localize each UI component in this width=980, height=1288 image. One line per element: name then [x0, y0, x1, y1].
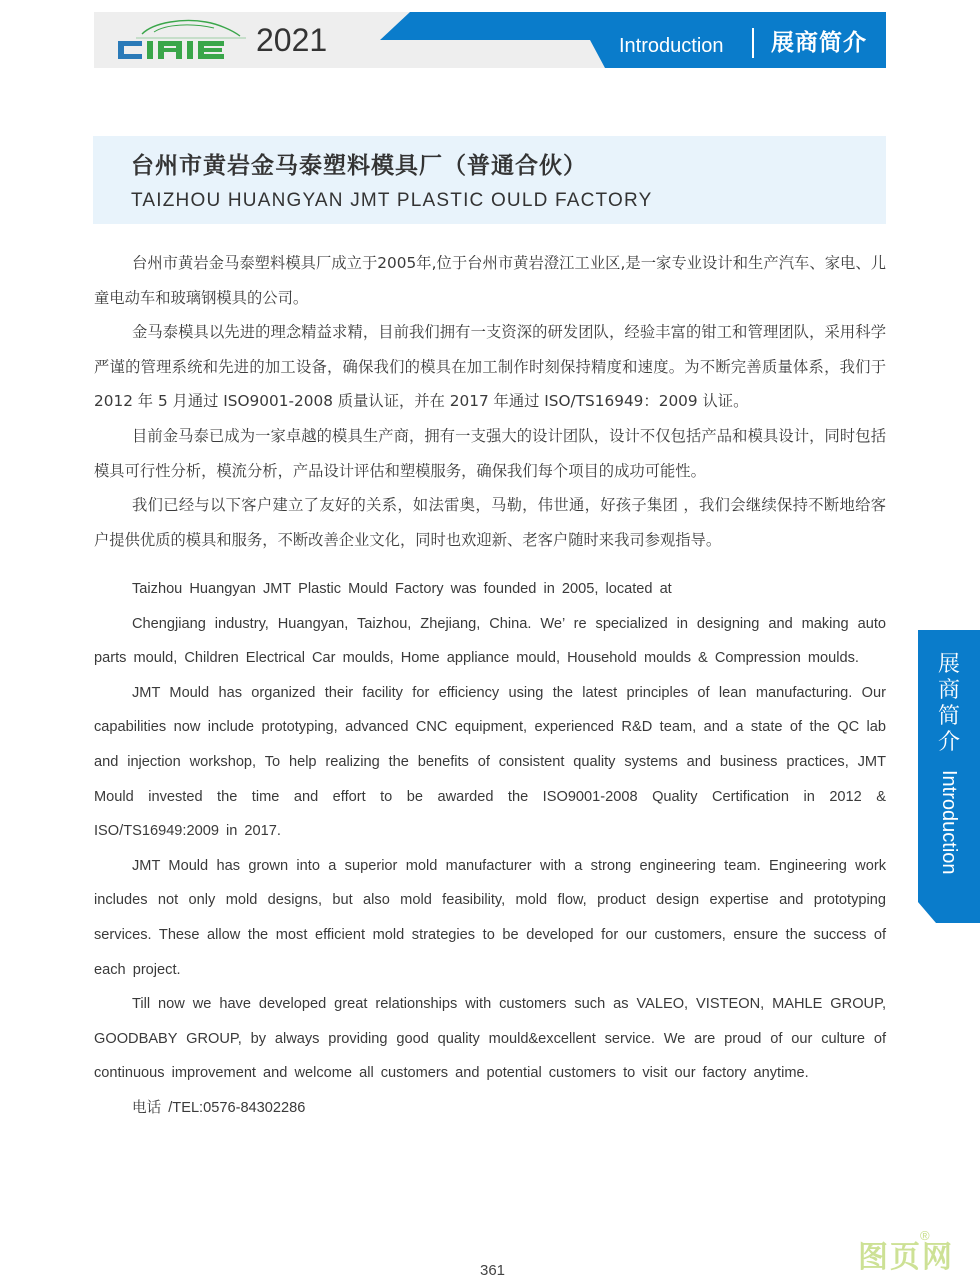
- page-number: 361: [480, 1262, 506, 1279]
- ciaie-logo: [114, 14, 254, 62]
- company-title-box: [93, 136, 886, 224]
- intro-cn-paragraph: 金马泰模具以先进的理念精益求精，目前我们拥有一支资深的研发团队，经验丰富的钳工和管理团队，采用科学严谨的管理系统和先进的加工设备，确保我们的模具在加工制作时刻保持精度和速度。为不断完善质量体系，我们于 2012 年 5 月通过 ISO9001-2008 质量认证，并在 2017 年通过 ISO/TS16949：2009 认证。: [94, 323, 886, 411]
- side-tab-char: 展: [937, 652, 960, 677]
- intro-cn-paragraph: 台州市黄岩金马泰塑料模具厂成立于2005年,位于台州市黄岩澄江工业区,是一家专业设计和生产汽车、家电、儿童电动车和玻璃钢模具的公司。: [94, 254, 886, 307]
- side-section-tab: [918, 630, 980, 923]
- side-tab-char: 商: [937, 678, 960, 703]
- company-name-en: TAIZHOU HUANGYAN JMT PLASTIC OULD FACTORY: [131, 190, 653, 211]
- registered-mark: ®: [920, 1228, 930, 1243]
- intro-en-paragraph: JMT Mould has organized their facility for efficiency using the latest principles of lean manufacturing. Our capabilities now include prototyping, advanced CNC equipment, experienced R&D team, and a state of the QC lab and injection workshop, To help realizing the benefits of consistent quality systems and business practices, JMT Mould invested the time and effort to be awarded the ISO9001-2008 Quality Certification in 2012 & ISO/TS16949:2009 in 2017.: [94, 684, 886, 840]
- side-tab-char: 简: [937, 704, 960, 729]
- side-tab-char: 介: [937, 730, 960, 755]
- header-section-cn: 展商简介: [771, 30, 867, 56]
- intro-cn-paragraph: 目前金马泰已成为一家卓越的模具生产商，拥有一支强大的设计团队，设计不仅包括产品和模具设计，同时包括模具可行性分析，模流分析，产品设计评估和塑模服务，确保我们每个项目的成功可能性。: [94, 426, 886, 480]
- side-tab-en: Introduction: [938, 770, 960, 875]
- intro-chinese: [94, 246, 886, 557]
- side-tab-cn: [934, 652, 964, 756]
- header-year: 2021: [256, 22, 328, 58]
- intro-english: [94, 572, 886, 1126]
- company-name-cn: 台州市黄岩金马泰塑料模具厂（普通合伙）: [131, 153, 587, 179]
- intro-en-paragraph: JMT Mould has grown into a superior mold manufacturer with a strong engineering team. Engineering work includes not only mold designs, but also mold feasibility, mold flow, product design expertise and prototyping services. These allow the most efficient mold strategies to be developed for our customers, ensure the success of each project.: [94, 857, 886, 978]
- watermark-text: 图页网: [858, 1240, 954, 1275]
- watermark-logo: [858, 1230, 968, 1278]
- header-section-en: Introduction: [619, 35, 724, 57]
- header-divider: [752, 28, 754, 58]
- intro-en-paragraph: Till now we have developed great relationships with customers such as VALEO, VISTEON, MAHLE GROUP, GOODBABY GROUP, by always providing good quality mould&excellent service. We are proud of our culture of continuous improvement and welcome all customers and potential customers to visit our factory anytime.: [94, 996, 886, 1082]
- intro-en-paragraph: Taizhou Huangyan JMT Plastic Mould Factory was founded in 2005, located at: [132, 581, 672, 597]
- intro-cn-paragraph: 我们已经与以下客户建立了友好的关系，如法雷奥，马勒，伟世通，好孩子集团 ，我们会继续保持不断地给客户提供优质的模具和服务，不断改善企业文化，同时也欢迎新、老客户随时来我司参观指导。: [94, 496, 886, 549]
- intro-en-paragraph: Chengjiang industry, Huangyan, Taizhou, Zhejiang, China. We’ re specialized in designing and making auto parts mould, Children Electrical Car moulds, Home appliance mould, Household moulds & Compression moulds.: [94, 615, 886, 667]
- page-header: [94, 12, 886, 68]
- contact-telephone: 电话 /TEL:0576-84302286: [132, 1099, 306, 1116]
